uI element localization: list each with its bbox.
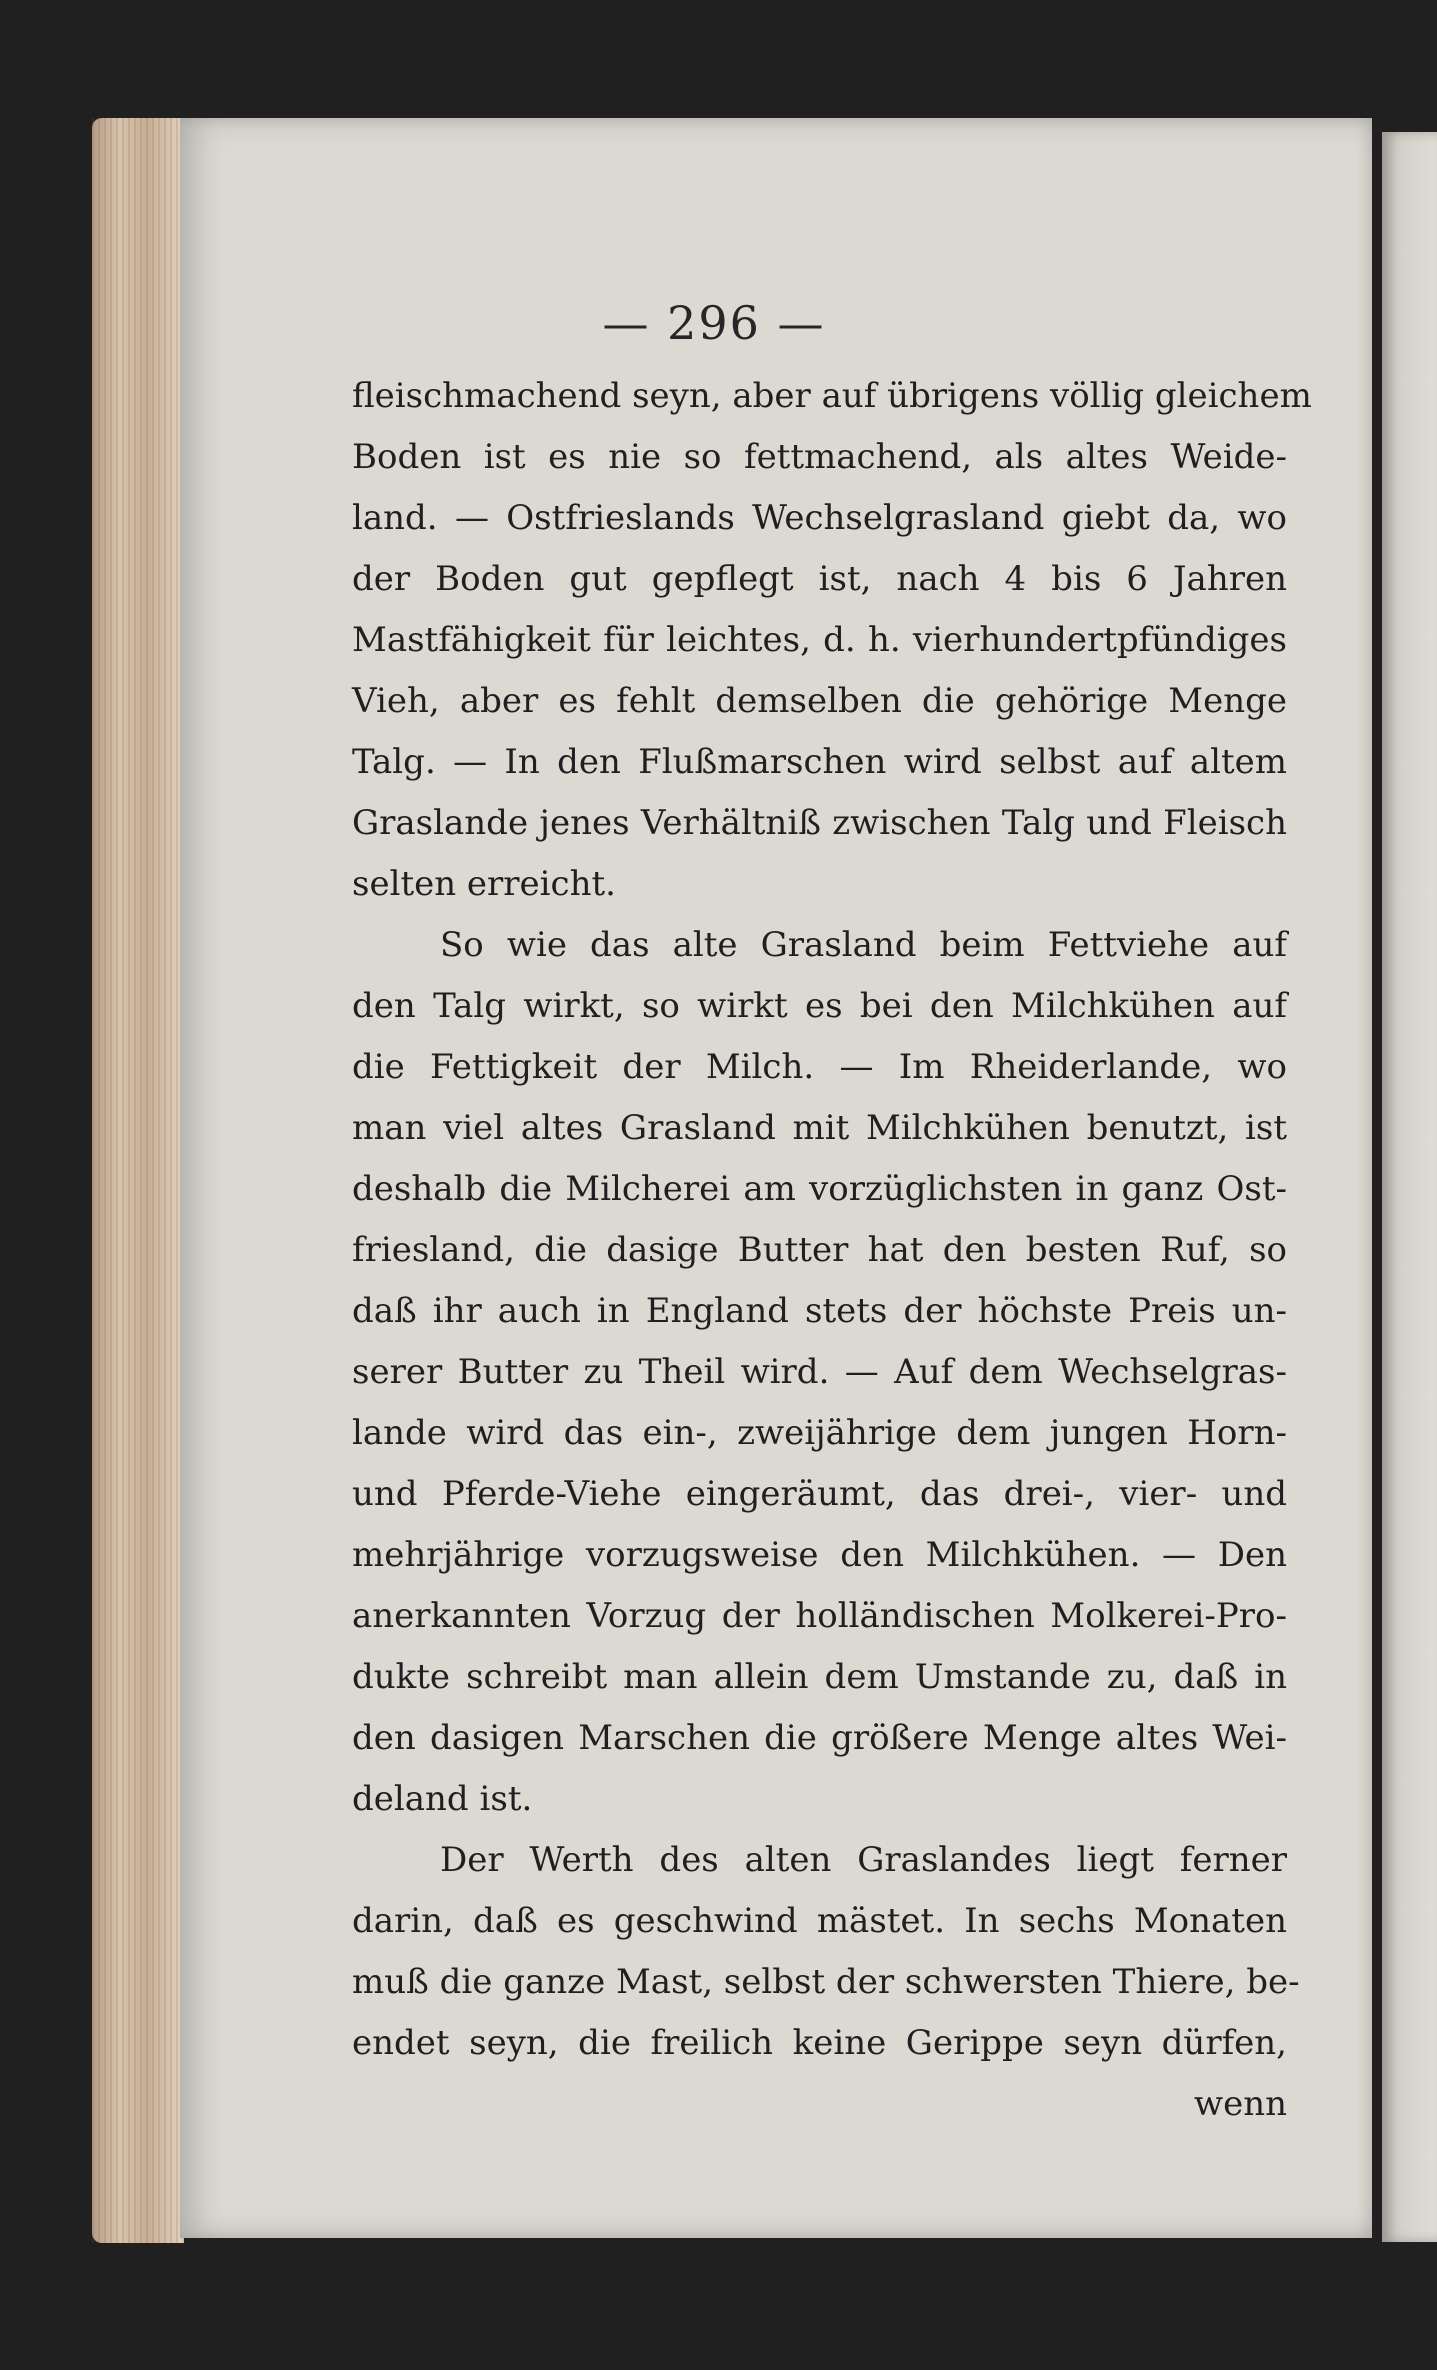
- text-line: serer Butter zu Theil wird. — Auf dem Wechselgras-: [352, 1352, 1287, 1392]
- text-line: wenn: [1193, 2084, 1287, 2124]
- text-line: Talg. — In den Flußmarschen wird selbst auf altem: [352, 742, 1287, 782]
- text-line: muß die ganze Mast, selbst der schwersten Thiere, be-: [352, 1962, 1300, 2002]
- text-line: selten erreicht.: [352, 864, 616, 904]
- book-page: [180, 118, 1372, 2238]
- text-line: Boden ist es nie so fettmachend, als altes Weide-: [352, 437, 1287, 477]
- text-line: darin, daß es geschwind mästet. In sechs Monaten: [352, 1901, 1287, 1941]
- page-number: — 296 —: [602, 296, 826, 350]
- text-line: die Fettigkeit der Milch. — Im Rheiderlande, wo: [352, 1047, 1287, 1087]
- text-line: der Boden gut gepflegt ist, nach 4 bis 6 Jahren: [352, 559, 1287, 599]
- next-page-edge: [1382, 132, 1437, 2242]
- text-line: man viel altes Grasland mit Milchkühen benutzt, ist: [352, 1108, 1287, 1148]
- text-line: Vieh, aber es fehlt demselben die gehörige Menge: [352, 681, 1287, 721]
- text-line: deshalb die Milcherei am vorzüglichsten in ganz Ost-: [352, 1169, 1287, 1209]
- text-line: den dasigen Marschen die größere Menge altes Wei-: [352, 1718, 1287, 1758]
- text-line: daß ihr auch in England stets der höchste Preis un-: [352, 1291, 1287, 1331]
- text-line: dukte schreibt man allein dem Umstande zu, daß in: [352, 1657, 1287, 1697]
- text-line: mehrjährige vorzugsweise den Milchkühen. — Den: [352, 1535, 1287, 1575]
- text-line: fleischmachend seyn, aber auf übrigens völlig gleichem: [352, 376, 1312, 416]
- book-page-edges: [92, 118, 184, 2243]
- text-line: den Talg wirkt, so wirkt es bei den Milchkühen auf: [352, 986, 1287, 1026]
- page-text: [352, 366, 1312, 2135]
- text-line: Mastfähigkeit für leichtes, d. h. vierhundertpfündiges: [352, 620, 1287, 660]
- text-line: Der Werth des alten Graslandes liegt ferner: [440, 1840, 1287, 1880]
- text-line: deland ist.: [352, 1779, 533, 1819]
- text-line: So wie das alte Grasland beim Fettviehe auf: [440, 925, 1287, 965]
- text-line: land. — Ostfrieslands Wechselgrasland giebt da, wo: [352, 498, 1287, 538]
- text-line: lande wird das ein-, zweijährige dem jungen Horn-: [352, 1413, 1287, 1453]
- text-line: Graslande jenes Verhältniß zwischen Talg und Fleisch: [352, 803, 1287, 843]
- text-line: anerkannten Vorzug der holländischen Molkerei-Pro-: [352, 1596, 1287, 1636]
- text-line: friesland, die dasige Butter hat den besten Ruf, so: [352, 1230, 1287, 1270]
- text-line: und Pferde-Viehe eingeräumt, das drei-, vier- und: [352, 1474, 1287, 1514]
- text-line: endet seyn, die freilich keine Gerippe seyn dürfen,: [352, 2023, 1287, 2063]
